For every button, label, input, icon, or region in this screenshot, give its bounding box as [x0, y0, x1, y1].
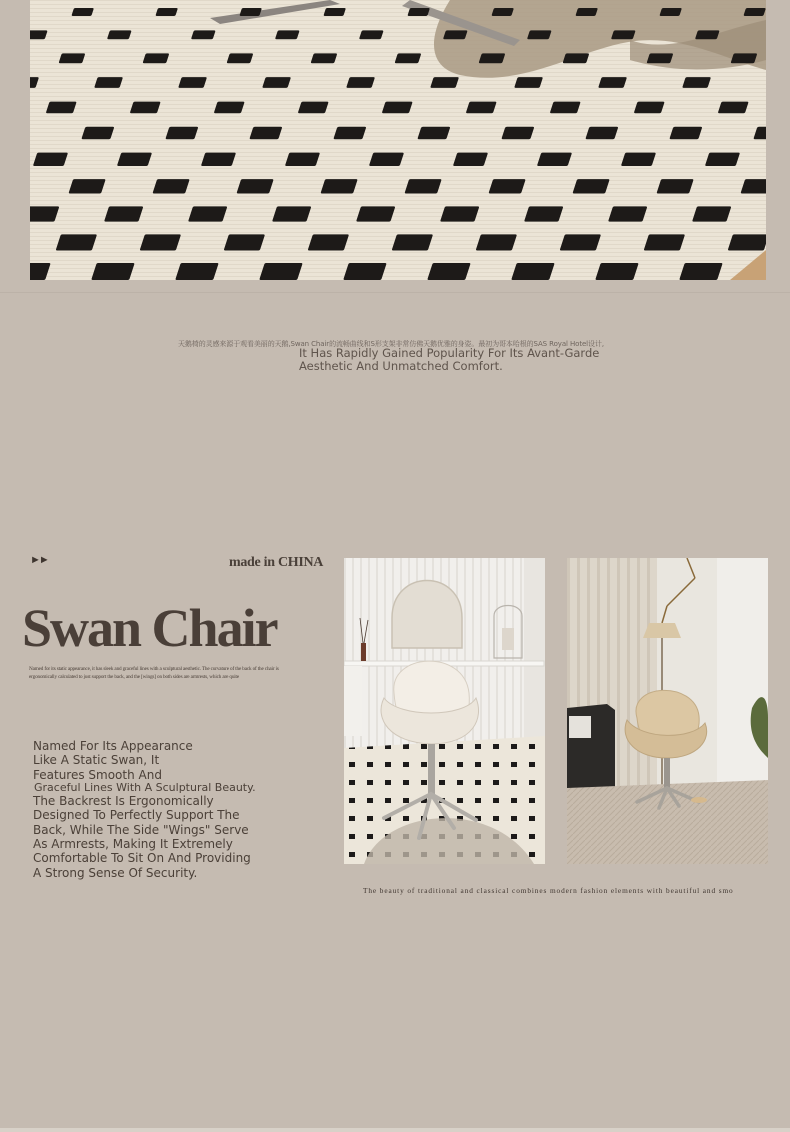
description-line: Like A Static Swan, It	[33, 753, 160, 768]
rug-square	[728, 234, 766, 250]
description-line: Features Smooth And	[33, 767, 162, 782]
rug-square	[695, 30, 720, 39]
rug-square	[440, 206, 479, 221]
rug-square	[575, 8, 598, 16]
rug-square	[443, 30, 468, 39]
product-description	[33, 739, 258, 880]
rug-square	[404, 179, 441, 193]
rug-square	[272, 206, 311, 221]
rug-square	[249, 127, 282, 140]
rug-square	[94, 77, 123, 88]
rug-square	[430, 77, 459, 88]
rug-square	[656, 179, 693, 193]
rug-square	[572, 179, 609, 193]
rug-square	[71, 8, 94, 16]
rug-square	[679, 263, 723, 280]
rug-square	[598, 77, 627, 88]
rug-square	[527, 30, 552, 39]
rug-square	[140, 234, 181, 250]
rug-square	[560, 234, 601, 250]
made-in-label: made in CHINA	[229, 555, 324, 570]
rug-square	[669, 127, 702, 140]
rug-square	[56, 234, 97, 250]
rug-square	[275, 30, 300, 39]
rug-square	[155, 8, 178, 16]
rug-square	[236, 179, 273, 193]
rug-square	[537, 153, 572, 166]
bottom-caption: The beauty of traditional and classical combines modern fashion elements with beautiful and smo	[363, 886, 734, 895]
rug-square	[175, 263, 219, 280]
description-small-line: Graceful Lines With A Sculptural Beauty.	[34, 781, 256, 795]
rug-square	[30, 30, 48, 39]
rug-square	[692, 206, 731, 221]
rug-square	[224, 234, 265, 250]
product-title: Swan Chair	[22, 598, 277, 658]
english-caption: It Has Rapidly Gained Popularity For Its Avant-Garde Aesthetic And Unmatched Comfort.	[299, 346, 600, 373]
section-divider	[0, 292, 790, 293]
rug-square	[188, 206, 227, 221]
rug-square	[152, 179, 189, 193]
rug-square	[298, 102, 329, 114]
rug-square	[682, 77, 711, 88]
rug-square	[453, 153, 488, 166]
rug-square	[659, 8, 682, 16]
rug-square	[608, 206, 647, 221]
rug-pattern	[30, 0, 766, 280]
beige-swan-chair-living-room-photo	[567, 558, 768, 864]
rug-square	[262, 77, 291, 88]
rug-square	[647, 53, 674, 63]
rug-square	[285, 153, 320, 166]
rug-square	[369, 153, 404, 166]
rug-square	[81, 127, 114, 140]
rug-square	[479, 53, 506, 63]
rug-square	[511, 263, 555, 280]
rug-square	[501, 127, 534, 140]
rug-square	[239, 8, 262, 16]
rug-square	[227, 53, 254, 63]
rug-square	[644, 234, 685, 250]
rug-square	[585, 127, 618, 140]
rug-square	[621, 153, 656, 166]
rug-square	[259, 263, 303, 280]
rug-square	[611, 30, 636, 39]
rug-square	[491, 8, 514, 16]
rug-square	[30, 206, 59, 221]
rug-square	[407, 8, 430, 16]
rug-square	[178, 77, 207, 88]
arrows-icon: ►►	[30, 554, 48, 566]
rug-square	[359, 30, 384, 39]
rug-square	[743, 8, 766, 16]
rug-square	[33, 153, 68, 166]
rug-square	[395, 53, 422, 63]
product-tiny-description: Named for its static appearance, it has sleek and graceful lines with a sculptural aesthetic. The curvature of the back of the chair is ergonomically calculated to just support the back, and the [wings] on both sides are armrests, which are quite	[29, 666, 279, 680]
rug-square	[130, 102, 161, 114]
rug-square	[634, 102, 665, 114]
rug-square	[343, 263, 387, 280]
rug-square	[191, 30, 216, 39]
rug-square	[382, 102, 413, 114]
description-rest: The Backrest Is Ergonomically Designed To Perfectly Support The Back, While The Side "Wings" Serve As Armrests, Making It Extremely Comfortable To Sit On And Providing A Strong Sense Of Security.	[33, 793, 251, 880]
rug-square	[476, 234, 517, 250]
rug-square	[68, 179, 105, 193]
rug-square	[107, 30, 132, 39]
rug-square	[165, 127, 198, 140]
rug-square	[514, 77, 543, 88]
rug-square	[524, 206, 563, 221]
rug-square	[731, 53, 758, 63]
rug-square	[466, 102, 497, 114]
rug-square	[91, 263, 135, 280]
white-swan-chair-vanity-photo	[344, 558, 545, 864]
rug-square	[311, 53, 338, 63]
rug-square	[201, 153, 236, 166]
rug-square	[705, 153, 740, 166]
rug-square	[417, 127, 450, 140]
rug-square	[214, 102, 245, 114]
rug-square	[356, 206, 395, 221]
bottom-divider	[0, 1128, 790, 1132]
rug-square	[595, 263, 639, 280]
rug-square	[320, 179, 357, 193]
rug-square	[59, 53, 86, 63]
rug-square	[143, 53, 170, 63]
chinese-caption: 天鹅椅的灵感来源于观看美丽的天鹅,Swan Chair的流畅曲线和S形支架非常仿佛天鹅优雅的身姿。最初为哥本哈根的SAS Royal Hotel设计,	[178, 340, 604, 348]
rug-square	[104, 206, 143, 221]
rug-square	[427, 263, 471, 280]
rug-square	[563, 53, 590, 63]
rug-square	[117, 153, 152, 166]
rug-square	[488, 179, 525, 193]
rug-square	[323, 8, 346, 16]
rug-square	[46, 102, 77, 114]
rug-square	[550, 102, 581, 114]
rug-square	[333, 127, 366, 140]
rug-square	[346, 77, 375, 88]
description-line: Named For Its Appearance	[33, 739, 193, 753]
checkered-rug-photo	[30, 0, 766, 280]
rug-square	[718, 102, 749, 114]
rug-square	[392, 234, 433, 250]
rug-square	[308, 234, 349, 250]
